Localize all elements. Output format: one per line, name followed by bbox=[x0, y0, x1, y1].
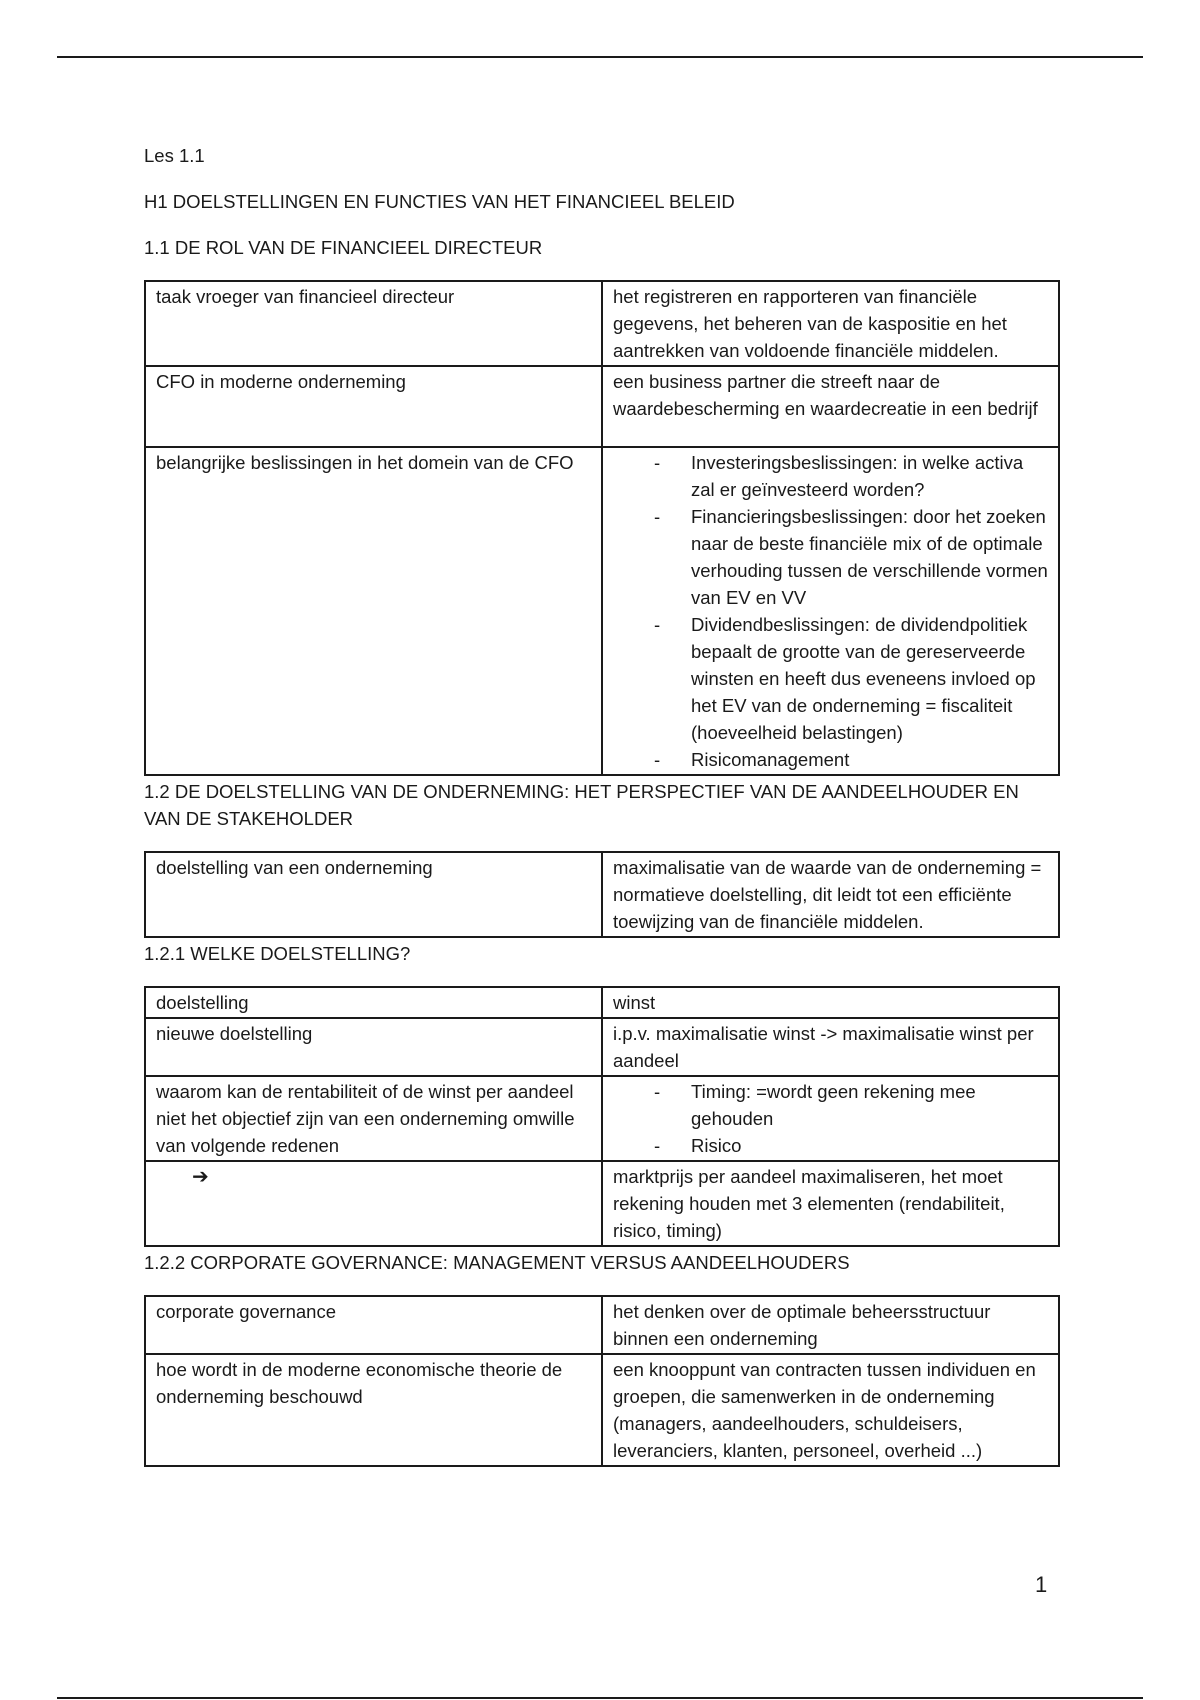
section-1-1-heading: 1.1 DE ROL VAN DE FINANCIEEL DIRECTEUR bbox=[144, 237, 543, 258]
table-row bbox=[145, 1161, 1059, 1246]
table-row bbox=[145, 281, 1059, 366]
term-cell: CFO in moderne onderneming bbox=[145, 366, 602, 447]
chapter-title: H1 DOELSTELLINGEN EN FUNCTIES VAN HET FINANCIEEL BELEID bbox=[144, 191, 735, 212]
list-item: - Risico bbox=[691, 1132, 1048, 1159]
definition-cell: het denken over de optimale beheersstructuur binnen een onderneming bbox=[602, 1296, 1059, 1354]
table-row bbox=[145, 447, 1059, 775]
lesson-label: Les 1.1 bbox=[144, 145, 205, 166]
table-corporate-governance bbox=[144, 1295, 1060, 1467]
list-item: - Financieringsbeslissingen: door het zoeken naar de beste financiële mix of de optimale verhouding tussen de verschillende vormen van EV en VV bbox=[691, 503, 1048, 611]
table-row bbox=[145, 987, 1059, 1018]
list-item: - Timing: =wordt geen rekening mee gehouden bbox=[691, 1078, 1048, 1132]
document-body bbox=[144, 142, 1060, 1467]
definition-cell: een knooppunt van contracten tussen individuen en groepen, die samenwerken in de onderneming (managers, aandeelhouders, schuldeisers, leveranciers, klanten, personeel, overheid ...) bbox=[602, 1354, 1059, 1466]
arrow-right-icon: ➔ bbox=[192, 1166, 209, 1188]
definition-cell: maximalisatie van de waarde van de onderneming = normatieve doelstelling, dit leidt tot een efficiënte toewijzing van de financiële middelen. bbox=[602, 852, 1059, 937]
list-item: - Investeringsbeslissingen: in welke activa zal er geïnvesteerd worden? bbox=[691, 449, 1048, 503]
table-company-objective bbox=[144, 851, 1060, 938]
definition-cell bbox=[602, 1076, 1059, 1161]
table-role-financial-director bbox=[144, 280, 1060, 776]
term-cell: hoe wordt in de moderne economische theorie de onderneming beschouwd bbox=[145, 1354, 602, 1466]
definition-cell: een business partner die streeft naar de waardebescherming en waardecreatie in een bedrijf bbox=[602, 366, 1059, 447]
definition-cell: winst bbox=[602, 987, 1059, 1018]
list-item: - Risicomanagement bbox=[691, 746, 1048, 773]
page-number: 1 bbox=[1035, 1572, 1048, 1597]
term-cell: taak vroeger van financieel directeur bbox=[145, 281, 602, 366]
definition-cell: i.p.v. maximalisatie winst -> maximalisatie winst per aandeel bbox=[602, 1018, 1059, 1076]
section-1-2-2-heading: 1.2.2 CORPORATE GOVERNANCE: MANAGEMENT VERSUS AANDEELHOUDERS bbox=[144, 1252, 850, 1273]
definition-cell bbox=[602, 447, 1059, 775]
definition-cell: het registreren en rapporteren van financiële gegevens, het beheren van de kaspositie en het aantrekken van voldoende financiële middelen. bbox=[602, 281, 1059, 366]
term-cell: nieuwe doelstelling bbox=[145, 1018, 602, 1076]
section-1-2-heading: 1.2 DE DOELSTELLING VAN DE ONDERNEMING: HET PERSPECTIEF VAN DE AANDEELHOUDER EN VAN DE STAKEHOLDER bbox=[144, 781, 1019, 829]
footer-rule bbox=[57, 1697, 1143, 1699]
table-which-objective bbox=[144, 986, 1060, 1247]
term-cell: corporate governance bbox=[145, 1296, 602, 1354]
term-cell: waarom kan de rentabiliteit of de winst per aandeel niet het objectief zijn van een onderneming omwille van volgende redenen bbox=[145, 1076, 602, 1161]
table-row bbox=[145, 1018, 1059, 1076]
table-row bbox=[145, 1076, 1059, 1161]
list-item: - Dividendbeslissingen: de dividendpolitiek bepaalt de grootte van de gereserveerde winsten en heeft dus eveneens invloed op het EV van de onderneming = fiscaliteit (hoeveelheid belastingen) bbox=[691, 611, 1048, 746]
table-row bbox=[145, 852, 1059, 937]
reasons-list bbox=[613, 1078, 1048, 1159]
section-1-2-1-heading: 1.2.1 WELKE DOELSTELLING? bbox=[144, 943, 411, 964]
table-row bbox=[145, 366, 1059, 447]
term-cell: belangrijke beslissingen in het domein van de CFO bbox=[145, 447, 602, 775]
term-cell: doelstelling van een onderneming bbox=[145, 852, 602, 937]
header-rule bbox=[57, 56, 1143, 58]
table-row bbox=[145, 1296, 1059, 1354]
decision-list bbox=[613, 449, 1048, 773]
definition-cell: marktprijs per aandeel maximaliseren, het moet rekening houden met 3 elementen (rendabiliteit, risico, timing) bbox=[602, 1161, 1059, 1246]
table-row bbox=[145, 1354, 1059, 1466]
term-cell: doelstelling bbox=[145, 987, 602, 1018]
